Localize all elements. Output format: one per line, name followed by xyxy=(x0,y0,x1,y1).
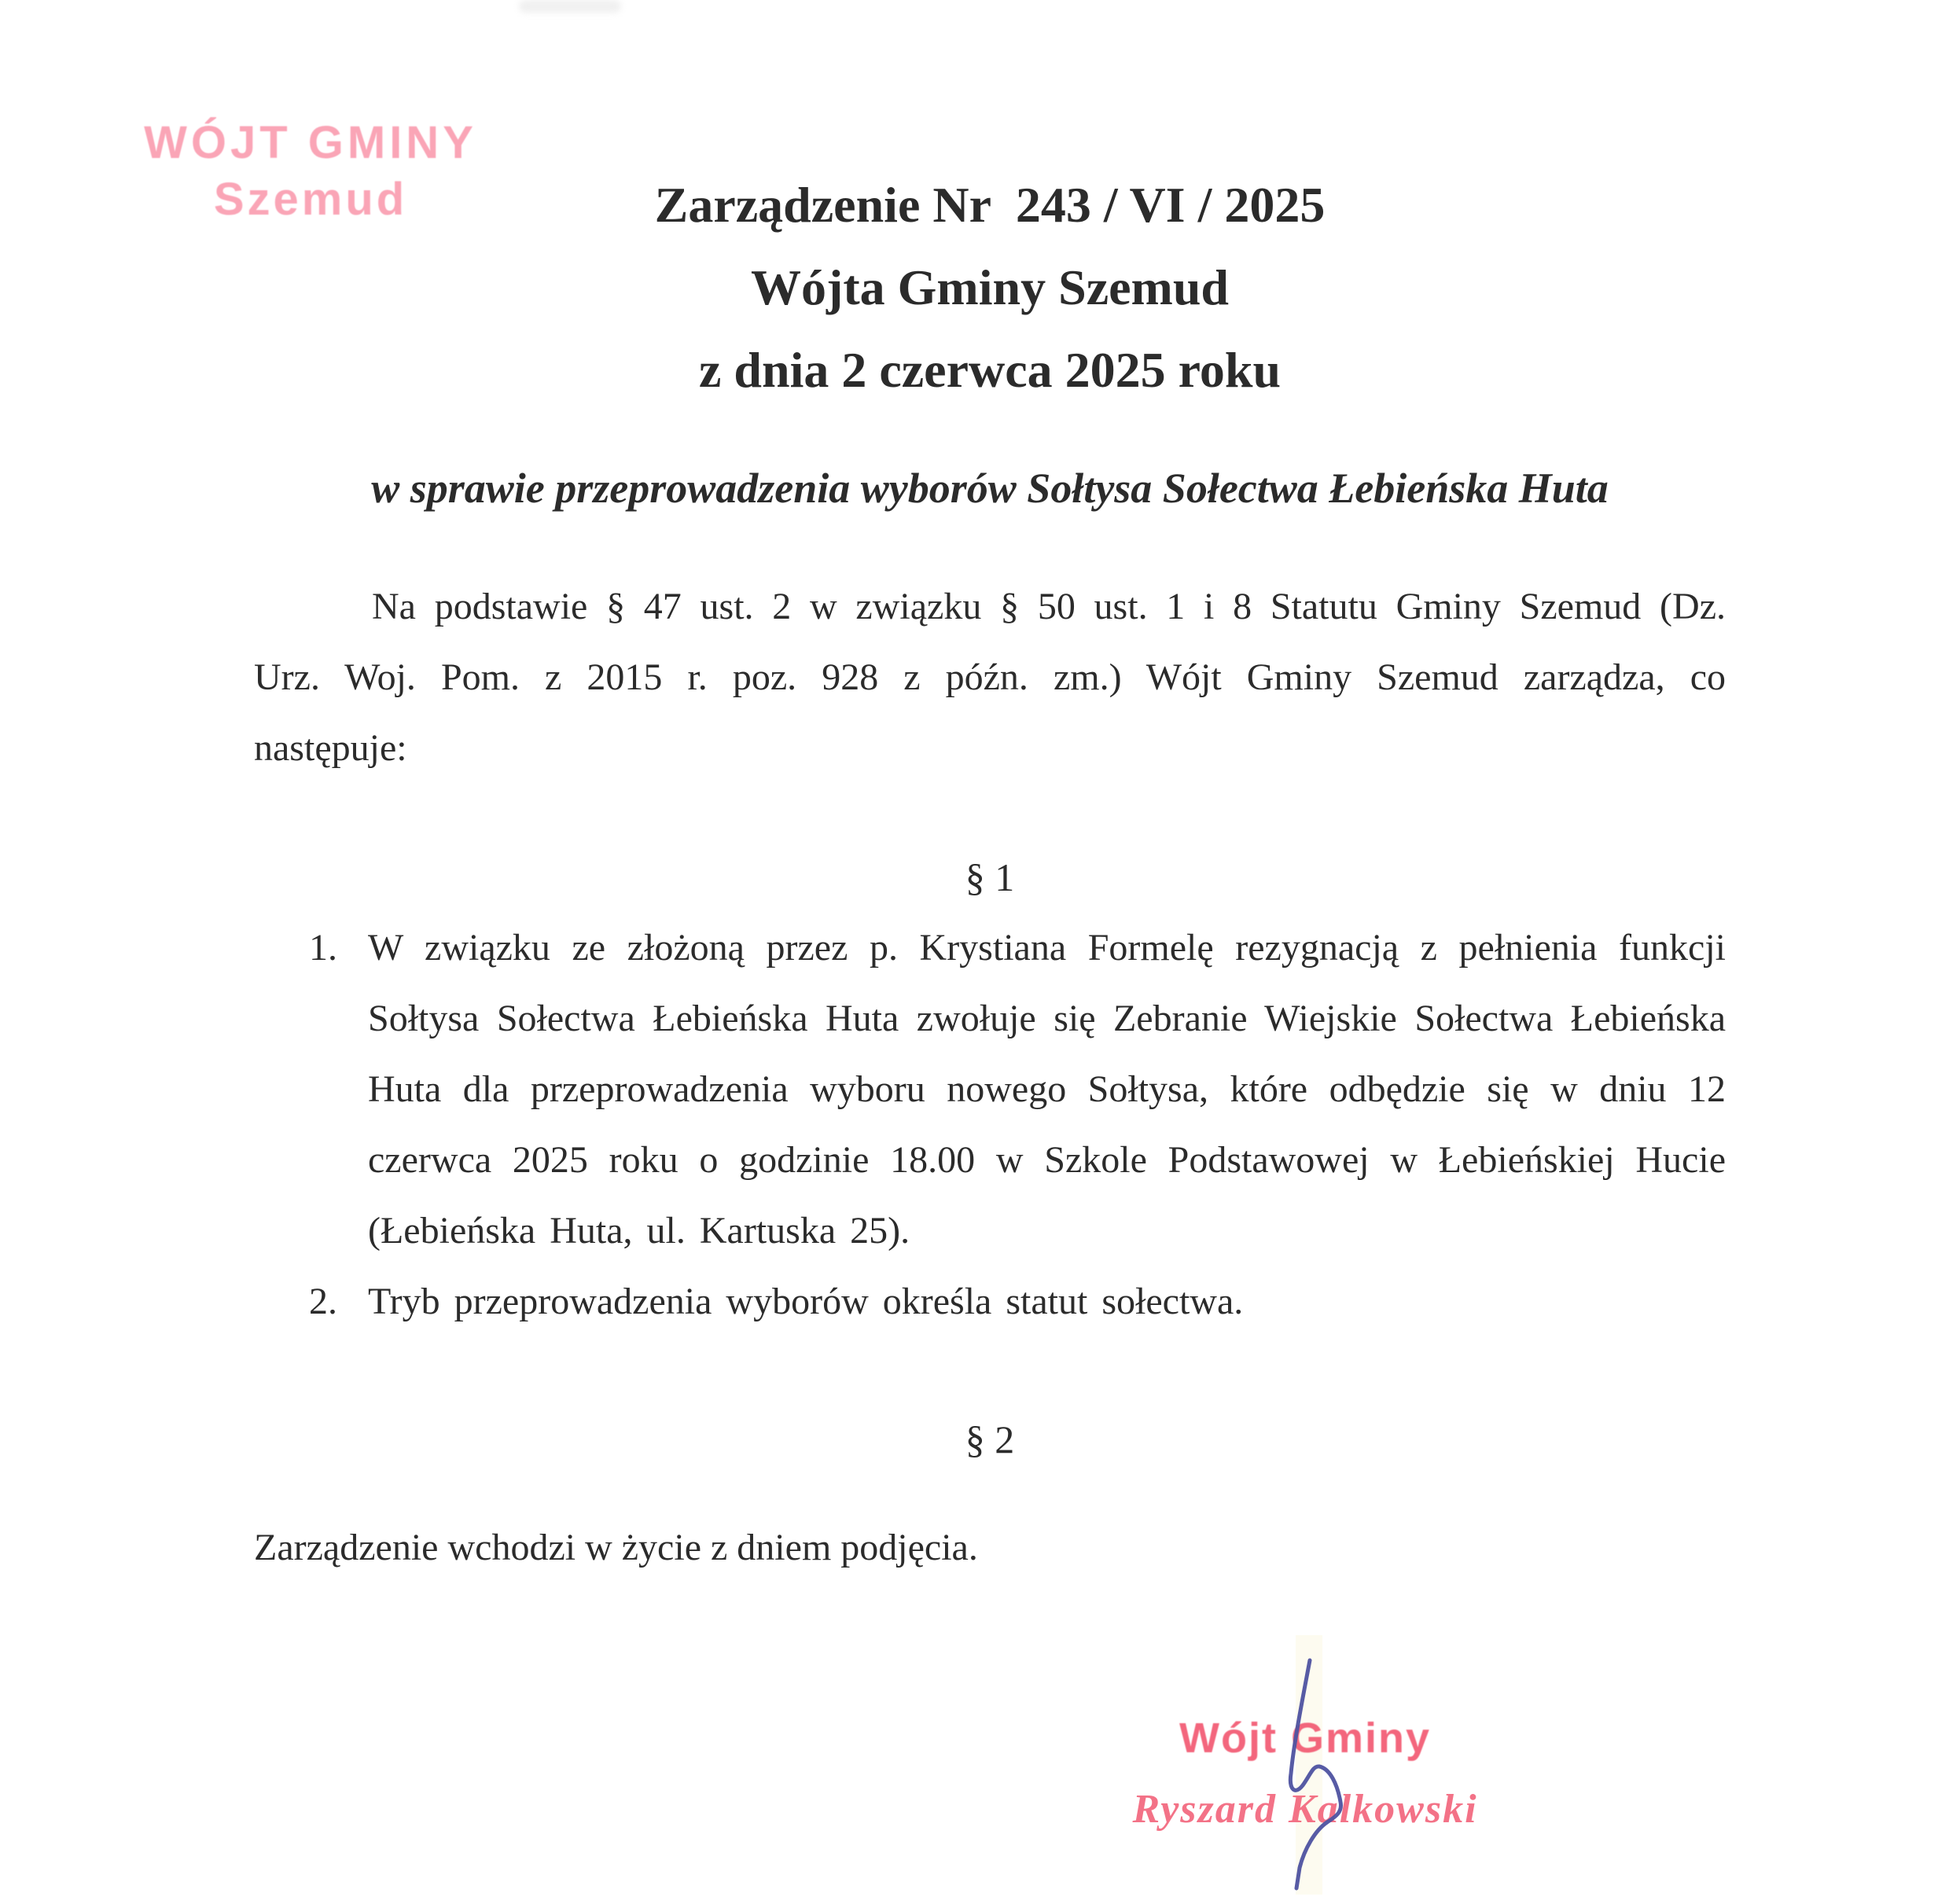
preamble-paragraph: Na podstawie § 47 ust. 2 w związku § 50 ust. 1 i 8 Statutu Gminy Szemud (Dz. Urz. Woj. Pom. z 2015 r. poz. 928 z późn. zm.) Wójt Gminy Szemud zarządza, co następuje: xyxy=(254,586,1726,769)
list-item-number: 1. xyxy=(309,927,337,969)
signature-title-stamp: Wójt Gminy xyxy=(1179,1715,1431,1762)
signature-name-stamp: Ryszard Kalkowski xyxy=(1132,1787,1478,1832)
document-body xyxy=(254,0,1726,1621)
list-item xyxy=(309,913,1726,1266)
municipality-stamp-line2: Szemud xyxy=(213,174,408,225)
section-1-list xyxy=(309,913,1726,1337)
scan-artifact-strip xyxy=(1296,1635,1322,1895)
document-title-number: Zarządzenie Nr 243 / VI / 2025 xyxy=(654,177,1326,233)
document-title-date: z dnia 2 czerwca 2025 roku xyxy=(698,342,1282,398)
document-title xyxy=(254,164,1726,411)
list-item-text: W związku ze złożoną przez p. Krystiana Formelę rezygnacją z pełnienia funkcji Sołtysa Sołectwa Łebieńska Huta zwołuje się Zebranie Wiejskie Sołectwa Łebieńska Huta dla przeprowadzenia wyboru nowego Sołtysa, które odbędzie się w dniu 12 czerwca 2025 roku o godzinie 18.00 w Szkole Podstawowej w Łebieńskiej Hucie (Łebieńska Huta, ul. Kartuska 25). xyxy=(368,927,1726,1252)
document-subject: w sprawie przeprowadzenia wyborów Sołtysa Sołectwa Łebieńska Huta xyxy=(371,465,1609,512)
document-title-issuer: Wójta Gminy Szemud xyxy=(751,259,1229,315)
section-1-heading: § 1 xyxy=(965,855,1015,899)
section-2-heading: § 2 xyxy=(965,1417,1015,1461)
municipality-stamp-line1: WÓJT GMINY xyxy=(144,117,477,168)
list-item xyxy=(309,1266,1726,1337)
signature-block xyxy=(1085,1635,1525,1902)
list-item-text: Tryb przeprowadzenia wyborów określa statut sołectwa. xyxy=(368,1281,1244,1322)
list-item-number: 2. xyxy=(309,1281,337,1322)
closing-sentence: Zarządzenie wchodzi w życie z dniem podjęcia. xyxy=(254,1527,978,1568)
